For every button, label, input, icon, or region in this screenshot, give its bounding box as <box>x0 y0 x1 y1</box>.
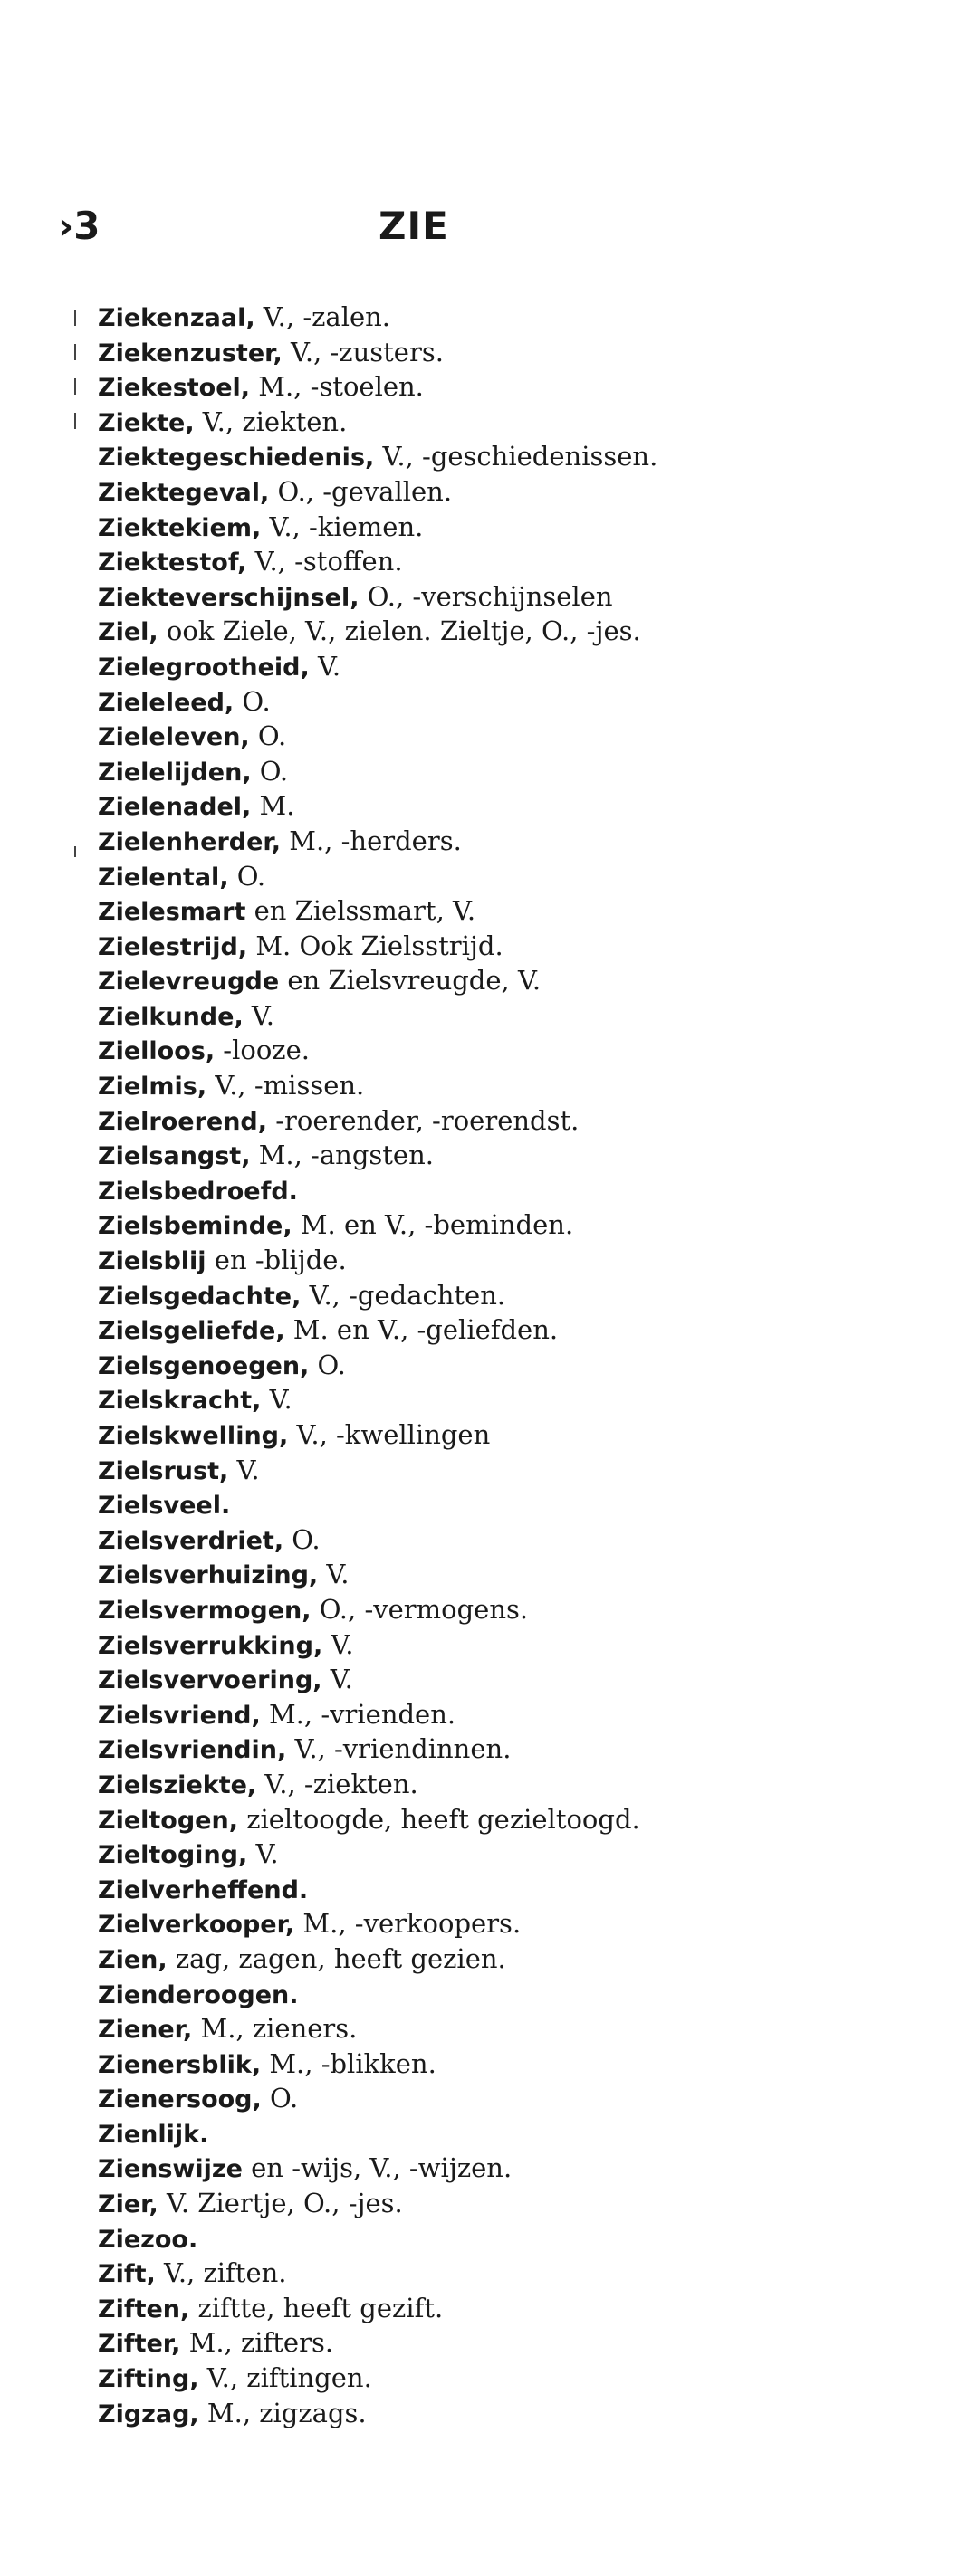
entry <box>98 789 750 825</box>
entry-body: M., zigzags. <box>198 2397 367 2428</box>
entry <box>98 685 750 720</box>
entry-body: V., -zusters. <box>282 336 444 367</box>
entry-headword: Zielsblij <box>98 1247 206 1276</box>
entry <box>98 370 750 405</box>
entry <box>98 964 750 999</box>
entry <box>98 1558 750 1593</box>
entry-headword: Zielenherder, <box>98 827 282 856</box>
entry-headword: Ziekteverschijnsel, <box>98 583 360 612</box>
entry-headword: Zielsgenoegen, <box>98 1351 310 1380</box>
entry-body: -looze. <box>215 1035 310 1066</box>
entry-headword: Ziener, <box>98 2016 193 2045</box>
entry-body: V. <box>243 999 275 1031</box>
entry-headword: Zielsgedachte, <box>98 1282 302 1311</box>
entry-headword: Ziektekiem, <box>98 513 262 542</box>
entry-headword: Zielskracht, <box>98 1387 262 1416</box>
entry-body: V. <box>261 1384 292 1416</box>
entry-headword: Zielsvriendin, <box>98 1736 287 1765</box>
entry <box>98 2326 750 2361</box>
entry-body: M., -herders. <box>281 825 462 856</box>
entry-headword: Zielkunde, <box>98 1002 244 1031</box>
entry-headword: Ziften, <box>98 2295 190 2323</box>
entry-headword: Ziezoo. <box>98 2225 198 2254</box>
entry-headword: Zielsgeliefde, <box>98 1317 285 1346</box>
entry-body: V., -vriendinnen. <box>286 1733 512 1765</box>
entry-headword: Zielsverdriet, <box>98 1526 284 1555</box>
entry-headword: Zielsverhuizing, <box>98 1561 319 1590</box>
entry-headword: Ziel, <box>98 618 158 647</box>
entry <box>98 545 750 580</box>
entry <box>98 1593 750 1628</box>
entry <box>98 2047 750 2083</box>
entry-body: V., -ziekten. <box>256 1768 418 1799</box>
entry <box>98 720 750 755</box>
entry-headword: Zielestrijd, <box>98 932 248 961</box>
entry-headword: Zielroerend, <box>98 1107 268 1136</box>
entry-headword: Zier, <box>98 2190 158 2219</box>
entry-body: M., -blikken. <box>261 2047 436 2079</box>
entry-body: O. <box>283 1523 321 1555</box>
entry-body: V. <box>322 1628 354 1660</box>
entry <box>98 301 750 336</box>
entry <box>98 1279 750 1314</box>
entry-headword: Zielverheffend. <box>98 1875 309 1904</box>
entry-headword: Ziektegeval, <box>98 478 270 507</box>
entry <box>98 2082 750 2117</box>
page-header <box>0 199 978 253</box>
entry-body: O., -verschijnselen <box>359 580 613 612</box>
entry <box>98 336 750 371</box>
entry <box>98 1104 750 1140</box>
entry-headword: Zielsangst, <box>98 1142 251 1171</box>
entry-body: V., ziekten. <box>194 405 348 437</box>
entry-headword: Zielsbedroefd. <box>98 1177 298 1206</box>
entry-body: M., -verkoopers. <box>294 1908 522 1940</box>
entry-headword: Zielsveel. <box>98 1492 231 1521</box>
entry-body: V. <box>228 1454 260 1485</box>
entry <box>98 2397 750 2432</box>
entry-headword: Zieltogen, <box>98 1806 238 1835</box>
entry-body: V. <box>309 650 341 682</box>
entry-headword: Zielegrootheid, <box>98 653 310 682</box>
entry-headword: Zieltoging, <box>98 1841 248 1870</box>
entry-headword: Zielloos, <box>98 1037 216 1066</box>
entry <box>98 1034 750 1069</box>
entry-headword: Zienswijze <box>98 2155 243 2184</box>
entry <box>98 2361 750 2397</box>
entry-body: V. Ziertje, O., -jes. <box>158 2188 403 2219</box>
entry-headword: Zielelijden, <box>98 758 252 787</box>
entry-body: V. <box>321 1664 353 1695</box>
entry-headword: Zielental, <box>98 863 229 892</box>
entry-body: O. <box>228 860 266 892</box>
entry-body: V., ziften. <box>155 2257 287 2289</box>
entry-body: O. <box>234 685 271 717</box>
entry-headword: Zielesmart <box>98 898 246 927</box>
entry-headword: Zielsrust, <box>98 1456 229 1485</box>
entry-headword: Zienersoog, <box>98 2085 262 2114</box>
entry <box>98 2117 750 2152</box>
margin-mark <box>74 378 76 395</box>
entry <box>98 510 750 546</box>
entry-headword: Zielsvervoering, <box>98 1666 322 1695</box>
entry-headword: Ziekenzaal, <box>98 304 255 332</box>
entry-headword: Zielsverrukking, <box>98 1631 323 1660</box>
entry-headword: Ziektegeschiedenis, <box>98 444 375 472</box>
entry <box>98 1488 750 1523</box>
entry-body: O., -vermogens. <box>311 1593 529 1625</box>
running-head: ZIE <box>379 204 449 248</box>
margin-mark <box>74 846 76 857</box>
entry-headword: Zielskwelling, <box>98 1422 289 1450</box>
entry <box>98 2187 750 2222</box>
entry <box>98 930 750 965</box>
entry-body: en -blijde. <box>206 1245 347 1276</box>
entry-headword: Zienersblik, <box>98 2050 262 2079</box>
entry <box>98 2256 750 2292</box>
entry <box>98 2292 750 2327</box>
entry-headword: Zielverkooper, <box>98 1911 295 1940</box>
entry-body: en Zielssmart, V. <box>245 895 476 927</box>
entry-body: zieltoogde, heeft gezieltoogd. <box>237 1803 640 1835</box>
entry <box>98 1873 750 1908</box>
entry-body: V., -stoffen. <box>246 546 403 577</box>
entry-headword: Ziekenzuster, <box>98 339 283 367</box>
entry-body: M., zieners. <box>192 2013 358 2045</box>
entry <box>98 1523 750 1559</box>
entry <box>98 405 750 441</box>
entry-headword: Zieleleed, <box>98 688 235 717</box>
margin-mark <box>74 344 76 360</box>
margin-mark <box>74 413 76 429</box>
entry <box>98 999 750 1035</box>
entry <box>98 860 750 895</box>
entry <box>98 440 750 475</box>
entry-body: en -wijs, V., -wijzen. <box>242 2152 513 2184</box>
entry-body: V., -zalen. <box>254 301 391 332</box>
entry <box>98 650 750 685</box>
entry-headword: Zielenadel, <box>98 793 252 822</box>
entry-body: M. <box>251 790 295 822</box>
entry <box>98 615 750 650</box>
entry <box>98 2151 750 2187</box>
entry <box>98 1698 750 1733</box>
entry <box>98 1208 750 1244</box>
entry-headword: Zifter, <box>98 2330 181 2359</box>
entry-body: V. <box>318 1559 350 1590</box>
entry <box>98 1139 750 1174</box>
entry-headword: Zieleleven, <box>98 723 250 752</box>
entry-headword: Zienlijk. <box>98 2120 209 2149</box>
entry <box>98 1454 750 1489</box>
entry-body: V., -missen. <box>206 1070 365 1102</box>
entry-body: O. <box>249 720 287 752</box>
entry-body: O. <box>261 2083 299 2114</box>
entry-body: M. en V., -beminden. <box>292 1209 574 1241</box>
entry-body: V., -gedachten. <box>301 1279 506 1311</box>
entry-headword: Zifting, <box>98 2365 199 2394</box>
entry-headword: Zift, <box>98 2260 156 2289</box>
entry-headword: Zielsbeminde, <box>98 1212 292 1241</box>
entry <box>98 2222 750 2257</box>
entry-body: O. <box>251 755 289 787</box>
entry <box>98 1244 750 1279</box>
entry <box>98 1942 750 1978</box>
entry <box>98 755 750 790</box>
entry-headword: Zienderoogen. <box>98 1980 299 2009</box>
entry-headword: Ziekestoel, <box>98 374 251 403</box>
entry <box>98 1768 750 1803</box>
entry <box>98 1907 750 1942</box>
entry-headword: Zien, <box>98 1945 168 1974</box>
entry-body: O. <box>309 1349 346 1380</box>
entry-body: M. Ook Zielsstrijd. <box>247 930 503 961</box>
entry <box>98 2012 750 2047</box>
entry <box>98 1978 750 2013</box>
entry <box>98 1313 750 1349</box>
entry <box>98 475 750 510</box>
page-number: ›3 <box>58 204 101 248</box>
entry-body: M., zifters. <box>180 2327 334 2359</box>
entry-body: V., -geschiedenissen. <box>374 441 658 472</box>
entry-body: V., ziftingen. <box>198 2362 372 2394</box>
entry-body: M. en V., -geliefden. <box>284 1314 559 1346</box>
entry-body: ook Ziele, V., zielen. Zieltje, O., -jes. <box>158 615 641 647</box>
entry <box>98 1418 750 1454</box>
entry-body: -roerender, -roerendst. <box>267 1104 580 1136</box>
entry <box>98 1837 750 1873</box>
entry <box>98 1803 750 1838</box>
entry-body: M., -vrienden. <box>260 1698 456 1730</box>
entry-body: en Zielsvreugde, V. <box>279 965 542 997</box>
entry <box>98 1732 750 1768</box>
margin-mark <box>74 310 76 326</box>
entry-headword: Ziektestof, <box>98 549 247 577</box>
entry <box>98 825 750 860</box>
entry-headword: Zigzag, <box>98 2399 199 2428</box>
entry-body: M., -angsten. <box>250 1140 434 1171</box>
entry-headword: Zielmis, <box>98 1073 207 1102</box>
entry-body: V., -kiemen. <box>261 510 424 542</box>
entry <box>98 1383 750 1418</box>
entry-headword: Zielsvermogen, <box>98 1596 312 1625</box>
entry <box>98 1663 750 1698</box>
entry <box>98 894 750 930</box>
entry <box>98 1069 750 1104</box>
entry-body: V. <box>247 1838 279 1870</box>
entry-headword: Zielsvriend, <box>98 1701 261 1730</box>
entry-headword: Ziekte, <box>98 408 195 437</box>
entry-headword: Zielevreugde <box>98 968 280 997</box>
entry-body: V., -kwellingen <box>288 1419 491 1450</box>
entry-headword: Zielsziekte, <box>98 1770 257 1799</box>
entry <box>98 1174 750 1209</box>
entry-body: ziftte, heeft gezift. <box>189 2292 444 2323</box>
dictionary-entries <box>98 301 750 2431</box>
entry-body: O., -gevallen. <box>269 475 453 507</box>
entry <box>98 1349 750 1384</box>
entry-body: zag, zagen, heeft gezien. <box>167 1942 506 1974</box>
entry <box>98 1628 750 1664</box>
entry-body: M., -stoelen. <box>250 371 424 403</box>
entry <box>98 580 750 615</box>
